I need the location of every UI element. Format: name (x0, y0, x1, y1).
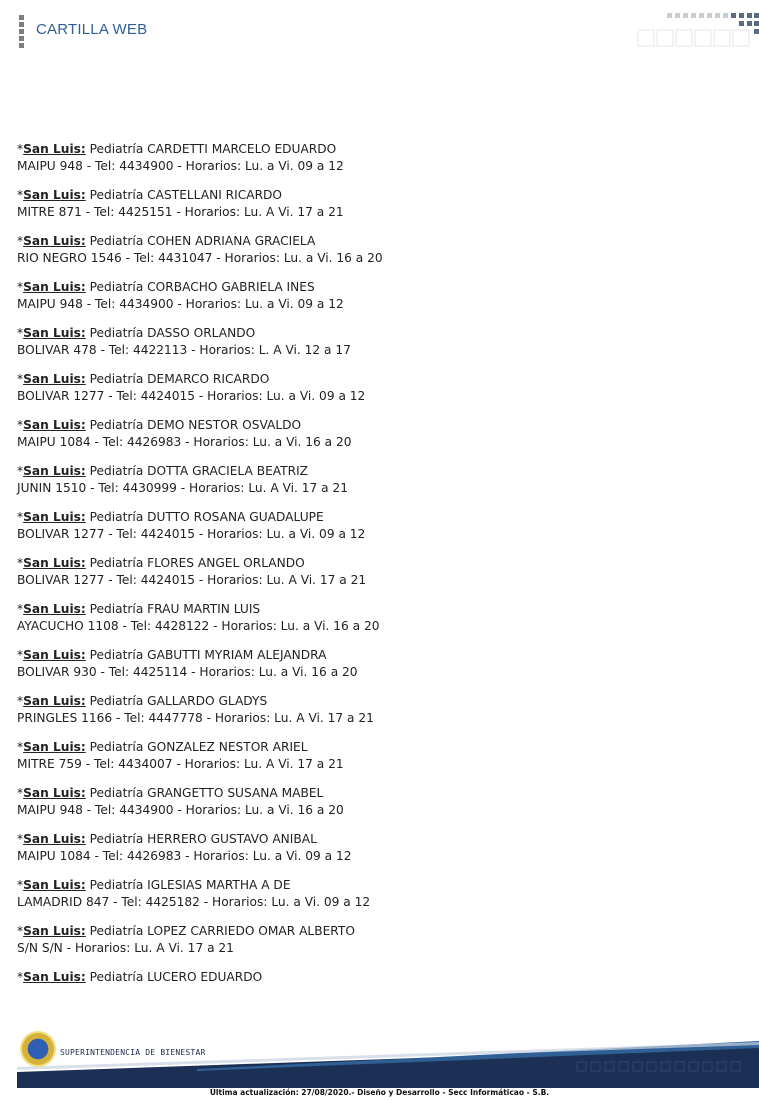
list-item (17, 233, 717, 267)
entry-address: JUNIN 1510 - Tel: 4430999 - Horarios: Lu. A Vi. 17 a 21 (17, 481, 349, 495)
entry-city: San Luis: (23, 464, 86, 478)
entry-city: San Luis: (23, 280, 86, 294)
entry-address: LAMADRID 847 - Tel: 4425182 - Horarios: Lu. a Vi. 09 a 12 (17, 895, 371, 909)
entry-prefix: * (17, 372, 24, 386)
entry-prefix: * (17, 464, 24, 478)
list-item (17, 187, 717, 221)
entry-city: San Luis: (23, 648, 86, 662)
entry-prefix: * (17, 832, 24, 846)
entry-address: BOLIVAR 930 - Tel: 4425114 - Horarios: Lu. a Vi. 16 a 20 (17, 665, 358, 679)
entry-city: San Luis: (23, 326, 86, 340)
entry-name: Pediatría DASSO ORLANDO (85, 326, 256, 340)
entry-name: Pediatría COHEN ADRIANA GRACIELA (85, 234, 316, 248)
entry-name: Pediatría DUTTO ROSANA GUADALUPE (85, 510, 324, 524)
list-item (17, 601, 717, 635)
entry-prefix: * (17, 280, 24, 294)
list-item (17, 831, 717, 865)
entry-address: MAIPU 948 - Tel: 4434900 - Horarios: Lu. a Vi. 16 a 20 (17, 803, 344, 817)
entry-address: MAIPU 948 - Tel: 4434900 - Horarios: Lu. a Vi. 09 a 12 (17, 159, 344, 173)
entry-name: Pediatría DEMO NESTOR OSVALDO (85, 418, 302, 432)
entry-name: Pediatría LOPEZ CARRIEDO OMAR ALBERTO (85, 924, 355, 938)
entry-city: San Luis: (23, 602, 86, 616)
entry-name: Pediatría HERRERO GUSTAVO ANIBAL (85, 832, 317, 846)
entry-city: San Luis: (23, 510, 86, 524)
footer-banner (17, 1028, 759, 1088)
entry-address: MITRE 871 - Tel: 4425151 - Horarios: Lu. A Vi. 17 a 21 (17, 205, 344, 219)
entry-prefix: * (17, 188, 24, 202)
list-item (17, 371, 717, 405)
entry-city: San Luis: (23, 372, 86, 386)
entry-name: Pediatría CORBACHO GABRIELA INES (85, 280, 315, 294)
entry-name: Pediatría GONZALEZ NESTOR ARIEL (85, 740, 308, 754)
list-item (17, 555, 717, 589)
entry-prefix: * (17, 556, 24, 570)
page-title: CARTILLA WEB (36, 21, 148, 38)
entry-address: PRINGLES 1166 - Tel: 4447778 - Horarios: Lu. A Vi. 17 a 21 (17, 711, 374, 725)
institution-seal-icon (20, 1031, 56, 1067)
entry-address: MAIPU 1084 - Tel: 4426983 - Horarios: Lu. a Vi. 09 a 12 (17, 849, 352, 863)
entry-address: AYACUCHO 1108 - Tel: 4428122 - Horarios: Lu. a Vi. 16 a 20 (17, 619, 380, 633)
entry-name: Pediatría IGLESIAS MARTHA A DE (85, 878, 291, 892)
entry-city: San Luis: (23, 556, 86, 570)
list-item (17, 325, 717, 359)
entry-name: Pediatría CASTELLANI RICARDO (85, 188, 283, 202)
entry-address: MAIPU 948 - Tel: 4434900 - Horarios: Lu. a Vi. 09 a 12 (17, 297, 344, 311)
entry-prefix: * (17, 786, 24, 800)
entry-name: Pediatría DOTTA GRACIELA BEATRIZ (85, 464, 309, 478)
entry-name: Pediatría LUCERO EDUARDO (85, 970, 263, 984)
entry-city: San Luis: (23, 832, 86, 846)
entry-prefix: * (17, 418, 24, 432)
list-item (17, 509, 717, 543)
entry-address: BOLIVAR 1277 - Tel: 4424015 - Horarios: Lu. a Vi. 09 a 12 (17, 389, 366, 403)
entry-prefix: * (17, 970, 24, 984)
entry-city: San Luis: (23, 924, 86, 938)
entry-address: MITRE 759 - Tel: 4434007 - Horarios: Lu. A Vi. 17 a 21 (17, 757, 344, 771)
entry-city: San Luis: (23, 740, 86, 754)
entry-prefix: * (17, 326, 24, 340)
entry-name: Pediatría GALLARDO GLADYS (85, 694, 268, 708)
entry-name: Pediatría FLORES ANGEL ORLANDO (85, 556, 305, 570)
provider-list (17, 141, 717, 998)
list-item (17, 463, 717, 497)
footer-org-name: SUPERINTENDENCIA DE BIENESTAR (60, 1048, 206, 1057)
entry-prefix: * (17, 740, 24, 754)
entry-prefix: * (17, 648, 24, 662)
footer-update-note: Última actualización: 27/08/2020.- Diseño y Desarrollo - Secc Informáticao - S.B. (209, 1088, 550, 1097)
list-item (17, 739, 717, 773)
entry-city: San Luis: (23, 142, 86, 156)
entry-city: San Luis: (23, 188, 86, 202)
list-item (17, 417, 717, 451)
entry-name: Pediatría GABUTTI MYRIAM ALEJANDRA (85, 648, 327, 662)
entry-city: San Luis: (23, 786, 86, 800)
entry-prefix: * (17, 142, 24, 156)
entry-address: MAIPU 1084 - Tel: 4426983 - Horarios: Lu. a Vi. 16 a 20 (17, 435, 352, 449)
entry-prefix: * (17, 602, 24, 616)
page-footer (17, 1028, 759, 1088)
list-item (17, 647, 717, 681)
list-item (17, 693, 717, 727)
header-grid-decoration (637, 12, 759, 48)
entry-prefix: * (17, 878, 24, 892)
entry-prefix: * (17, 924, 24, 938)
entry-address: S/N S/N - Horarios: Lu. A Vi. 17 a 21 (17, 941, 234, 955)
entry-city: San Luis: (23, 970, 86, 984)
entry-city: San Luis: (23, 234, 86, 248)
list-item (17, 877, 717, 911)
entry-city: San Luis: (23, 878, 86, 892)
entry-city: San Luis: (23, 418, 86, 432)
list-item (17, 141, 717, 175)
entry-prefix: * (17, 234, 24, 248)
entry-address: BOLIVAR 1277 - Tel: 4424015 - Horarios: Lu. A Vi. 17 a 21 (17, 573, 367, 587)
entry-address: RIO NEGRO 1546 - Tel: 4431047 - Horarios: Lu. a Vi. 16 a 20 (17, 251, 383, 265)
list-item (17, 923, 717, 957)
entry-prefix: * (17, 510, 24, 524)
entry-address: BOLIVAR 1277 - Tel: 4424015 - Horarios: Lu. a Vi. 09 a 12 (17, 527, 366, 541)
list-item (17, 969, 717, 986)
list-item (17, 785, 717, 819)
entry-name: Pediatría GRANGETTO SUSANA MABEL (85, 786, 324, 800)
entry-city: San Luis: (23, 694, 86, 708)
entry-address: BOLIVAR 478 - Tel: 4422113 - Horarios: L. A Vi. 12 a 17 (17, 343, 351, 357)
entry-name: Pediatría CARDETTI MARCELO EDUARDO (85, 142, 337, 156)
list-item (17, 279, 717, 313)
entry-name: Pediatría DEMARCO RICARDO (85, 372, 270, 386)
entry-prefix: * (17, 694, 24, 708)
header-decor-bar (19, 15, 24, 47)
entry-name: Pediatría FRAU MARTIN LUIS (85, 602, 261, 616)
